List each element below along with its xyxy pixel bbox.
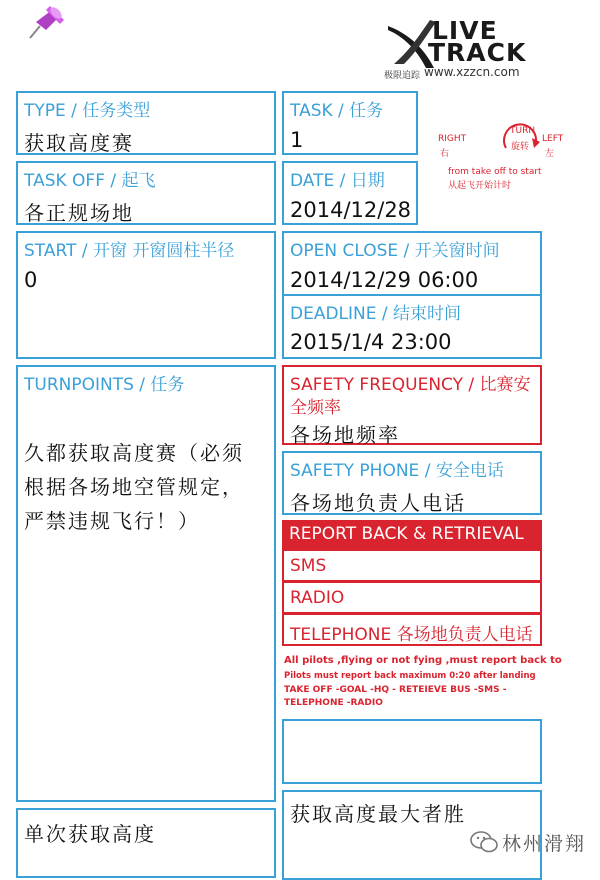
open-close-value: 2014/12/29 06:00 <box>290 268 479 292</box>
report-row-radio <box>282 581 542 614</box>
empty-field <box>282 719 542 784</box>
turnpoints-label: TURNPOINTS / 任务 <box>24 375 185 395</box>
takeoff-value: 各正规场地 <box>24 201 134 225</box>
takeoff-label: TASK OFF / 起飞 <box>24 171 156 191</box>
open-close-label: OPEN CLOSE / 开关窗时间 <box>290 241 500 261</box>
date-value: 2014/12/28 <box>290 198 412 222</box>
turnpoints-line-2: 根据各场地空管规定， <box>24 475 244 499</box>
logo-url: www.xzzcn.com <box>424 65 520 79</box>
safety-phone-field <box>282 451 542 515</box>
report-row-sms <box>282 549 542 582</box>
safety-frequency-field <box>282 365 542 445</box>
report-row-telephone-text: TELEPHONE 各场地负责人电话 <box>290 625 533 645</box>
turn-note-cn: 从起飞开始计时 <box>448 181 512 191</box>
safety-phone-value: 各场地负责人电话 <box>290 491 466 515</box>
date-field <box>282 161 418 225</box>
task-label: TASK / 任务 <box>290 101 384 121</box>
logo-brand-bottom: TRACK <box>428 38 527 67</box>
bottom-right-text: 获取高度最大者胜 <box>290 802 466 826</box>
watermark <box>470 826 600 858</box>
type-label: TYPE / 任务类型 <box>24 101 151 121</box>
report-row-sms-text: SMS <box>290 556 327 576</box>
livetrack-logo <box>384 14 544 82</box>
logo-sub-cn: 极限追踪 <box>384 71 421 81</box>
pushpin-icon <box>22 2 72 42</box>
turnpoints-field <box>16 365 276 802</box>
start-value: 0 <box>24 268 38 292</box>
turnpoints-line-1: 久都获取高度赛（必须 <box>24 441 244 465</box>
report-back-header-text: REPORT BACK & RETRIEVAL <box>289 524 524 544</box>
report-note-2: Pilots must report back maximum 0:20 after landing <box>284 671 536 681</box>
turn-left-cn: 左 <box>545 149 555 159</box>
date-label: DATE / 日期 <box>290 171 385 191</box>
deadline-label: DEADLINE / 结束时间 <box>290 304 462 324</box>
report-back-header <box>282 520 542 550</box>
report-row-radio-text: RADIO <box>290 588 345 608</box>
report-note-1: All pilots ,flying or not fying ,must report back to <box>284 655 562 666</box>
takeoff-field <box>16 161 276 225</box>
watermark-text: 林州滑翔 <box>502 833 587 855</box>
type-value: 获取高度赛 <box>24 131 134 155</box>
turn-right-cn: 右 <box>440 149 450 159</box>
wechat-icon <box>470 830 498 854</box>
report-note-3: TAKE OFF -GOAL -HQ - RETEIEVE BUS -SMS - <box>284 685 507 695</box>
task-value: 1 <box>290 128 304 152</box>
turn-direction-legend <box>424 112 594 192</box>
safety-frequency-label-2: 全频率 <box>290 398 341 418</box>
safety-phone-label: SAFETY PHONE / 安全电话 <box>290 461 504 481</box>
safety-frequency-label-1: SAFETY FREQUENCY / 比赛安 <box>290 375 531 395</box>
deadline-value: 2015/1/4 23:00 <box>290 330 452 354</box>
bottom-left-text: 单次获取高度 <box>24 822 156 846</box>
type-field <box>16 91 276 155</box>
task-field <box>282 91 418 155</box>
start-field <box>16 231 276 359</box>
turnpoints-line-3: 严禁违规飞行！） <box>24 509 200 533</box>
open-close-field <box>282 231 542 296</box>
turn-left-en: LEFT <box>542 134 564 144</box>
turn-note-en: from take off to start <box>448 167 542 177</box>
bottom-left-field <box>16 808 276 878</box>
turn-turn-en: TURN <box>510 126 536 136</box>
turn-right-en: RIGHT <box>438 134 467 144</box>
report-row-telephone <box>282 613 542 646</box>
logo-brand-top: LIVE <box>432 16 498 45</box>
report-note-4: TELEPHONE -RADIO <box>284 698 383 708</box>
turn-turn-cn: 旋转 <box>511 142 530 152</box>
start-label: START / 开窗 开窗圆柱半径 <box>24 241 235 261</box>
deadline-field <box>282 294 542 359</box>
safety-frequency-value: 各场地频率 <box>290 423 400 447</box>
